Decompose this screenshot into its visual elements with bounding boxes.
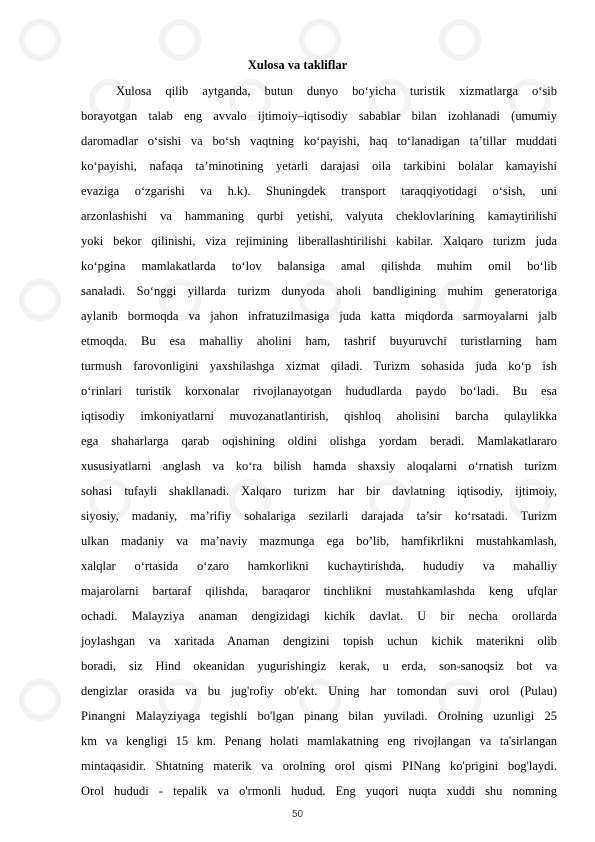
text-line: joylashgan va xaritada Anaman dengizini topish uchun kichik materikni olib xyxy=(81,634,557,648)
text-line: ulkan madaniy va ma’naviy mazmunga ega bo’lib, hamfikrlikni mustahkamlash, xyxy=(81,534,557,548)
text-line: Xulosa qilib aytganda, butun dunyo bo‘yicha turistik xizmatlarga o‘sib xyxy=(116,84,557,98)
page-number: 50 xyxy=(291,809,304,820)
text-line: aylanib bormoqda va jahon infratuzilmasiga juda katta miqdorda sarmoyalarni jalb xyxy=(81,309,557,323)
text-line: ko‘payishi, nafaqa ta’minotining yetarli darajasi oila tarkibini bolalar kamayishi xyxy=(81,159,557,173)
text-line: etmoqda. Bu esa mahalliy aholini ham, tashrif buyuruvchi turistlarning ham xyxy=(81,334,557,348)
text-line: sanaladi. So‘nggi yillarda turizm dunyoda aholi bandligining muhim generatoriga xyxy=(81,284,557,298)
text-line: ko‘pgina mamlakatlarda to‘lov balansiga amal qilishda muhim omil bo‘lib xyxy=(81,259,557,273)
text-line: boradi, siz Hind okeanidan yugurishingiz kerak, u erda, son-sanoqsiz bot va xyxy=(81,659,557,673)
text-line: o‘rinlari turistik korxonalar rivojlanayotgan hududlarda paydo bo‘ladi. Bu esa xyxy=(81,384,557,398)
body-paragraph xyxy=(81,79,557,804)
text-line: majarolarni bartaraf qilishda, baraqaror tinchlikni mustahkamlashda keng ufqlar xyxy=(81,584,557,598)
text-line: ochadi. Malayziya anaman dengizidagi kichik davlat. U bir necha orollarda xyxy=(81,609,557,623)
text-line: xalqlar o‘rtasida o‘zaro hamkorlikni kuchaytirishda, hududiy va mahalliy xyxy=(81,559,557,573)
text-line: mintaqasidir. Shtatning materik va orolning orol qismi PINang ko'prigini bog'laydi. xyxy=(81,759,557,773)
text-line: yoki bekor qilinishi, viza rejimining liberallashtirilishi kabilar. Xalqaro turizm juda xyxy=(81,234,557,248)
text-line: dengizlar orasida va bu jug'rofiy ob'ekt. Uning har tomondan suvi orol (Pulau) xyxy=(81,684,557,698)
section-title: Xulosa va takliflar xyxy=(247,58,348,72)
text-line: Pinangni Malayziyaga tegishli bo'lgan pinang bilan yuviladi. Orolning uzunligi 25 xyxy=(81,709,557,723)
text-line: sohasi tufayli shakllanadi. Xalqaro turizm har bir davlatning iqtisodiy, ijtimoiy, xyxy=(81,484,557,498)
text-line: iqtisodiy imkoniyatlarni muvozanatlantirish, qishloq aholisini barcha qulaylikka xyxy=(81,409,557,423)
text-line: Orol hududi - tepalik va o'rmonli hudud. Eng yuqori nuqta xuddi shu nomning xyxy=(81,784,557,798)
text-line: siyosiy, madaniy, ma’rifiy sohalariga sezilarli darajada ta’sir ko‘rsatadi. Turizm xyxy=(81,509,557,523)
text-line: daromadlar o‘sishi va bo‘sh vaqtning ko‘payishi, haq to‘lanadigan ta’tillar muddati xyxy=(81,134,557,148)
text-line: borayotgan talab eng avvalo ijtimoiy–iqtisodiy sabablar bilan izohlanadi (umumiy xyxy=(81,109,557,123)
text-line: turmush farovonligini yaxshilashga xizmat qiladi. Turizm sohasida juda ko‘p ish xyxy=(81,359,557,373)
text-line: xususiyatlarni anglash va ko‘ra bilish hamda shaxsiy aloqalarni o‘rnatish turizm xyxy=(81,459,557,473)
text-line: ega shaharlarga qarab oqishining oldini olishga yordam beradi. Mamlakatlararo xyxy=(81,434,557,448)
text-line: km va kengligi 15 km. Penang holati mamlakatning eng rivojlangan va ta'sirlangan xyxy=(81,734,557,748)
text-line: arzonlashishi va hammaning qurbi yetishi, valyuta cheklovlarining kamaytirilishi xyxy=(81,209,557,223)
text-line: evaziga o‘zgarishi va h.k). Shuningdek transport taraqqiyotidagi o‘sish, uni xyxy=(81,184,557,198)
